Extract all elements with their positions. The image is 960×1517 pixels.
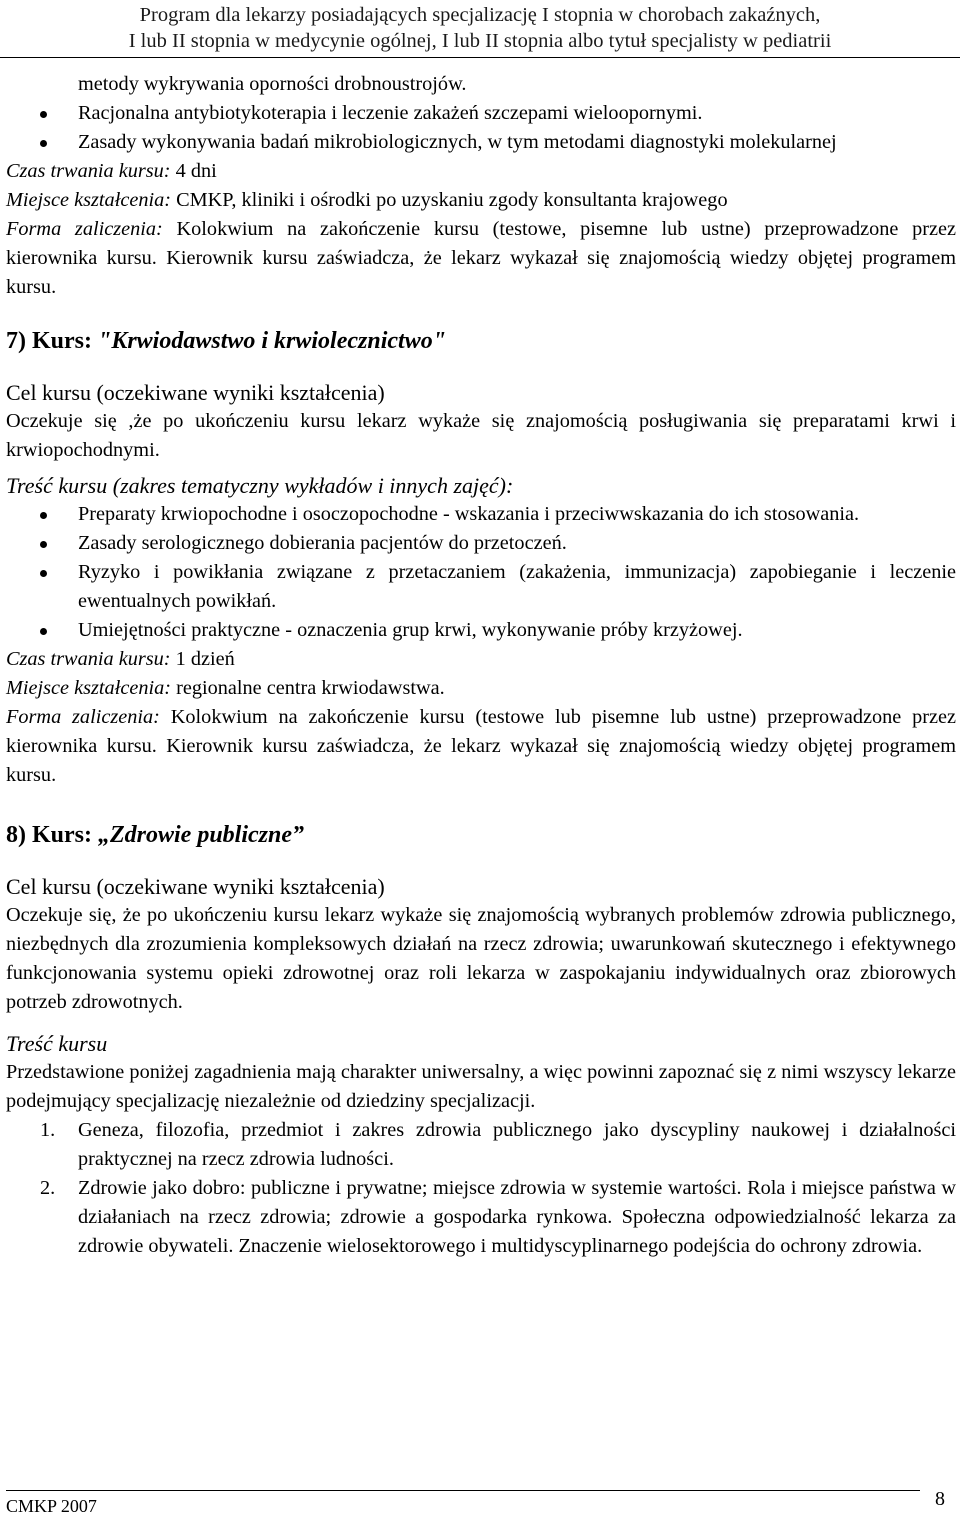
course8-heading: 8) Kurs: „Zdrowie publiczne” xyxy=(6,822,305,848)
course7-content-heading: Treść kursu (zakres tematyczny wykładów i innych zajęć): xyxy=(6,473,514,498)
course8-intro: Przedstawione poniżej zagadnienia mają charakter uniwersalny, a więc powinni zapoznać się z nimi wszyscy lekarze podejmujący specjalizację niezależnie od dziedziny specjalizacji. xyxy=(6,1061,956,1112)
header-line-2: I lub II stopnia w medycynie ogólnej, I lub II stopnia albo tytuł specjalisty w pediatrii xyxy=(128,30,832,52)
bullet-icon xyxy=(40,111,47,118)
list-item: Ryzyko i powikłania związane z przetaczaniem (zakażenia, immunizacja) zapobieganie i leczenie ewentualnych powikłań. xyxy=(6,558,956,616)
list-item: 2. Zdrowie jako dobro: publiczne i prywatne; miejsce zdrowia w systemie wartości. Rola i miejsce państwa w działaniach na rzecz zdrowia; zdrowie a gospodarka rynkowa. Społeczna odpowiedzialność lekarza za zdrowie obywateli. Znaczenie wielosektorowego i multidyscyplinarnego podejścia do ochrony zdrowia. xyxy=(40,1177,956,1257)
bullet-continuation: metody wykrywania oporności drobnoustrojów. xyxy=(78,73,467,95)
list-item: 1. Geneza, filozofia, przedmiot i zakres zdrowia publicznego jako dyscypliny naukowej i działalności praktycznej na rzecz zdrowia ludności. xyxy=(40,1119,956,1170)
course7-goal-text: Oczekuje się ,że po ukończeniu kursu lekarz wykaże się znajomością posługiwania się preparatami krwi i krwiopochodnymi. xyxy=(6,410,956,461)
page-number: 8 xyxy=(935,1488,945,1510)
course7-duration: Czas trwania kursu: 1 dzień xyxy=(6,648,235,670)
footer-label: CMKP 2007 xyxy=(6,1496,97,1516)
top-bullet-list xyxy=(6,99,956,157)
bullet-icon xyxy=(40,628,47,635)
bullet-icon xyxy=(40,541,47,548)
header-line-1: Program dla lekarzy posiadających specjalizację I stopnia w chorobach zakaźnych, xyxy=(139,4,821,26)
course6-place: Miejsce kształcenia: CMKP, kliniki i ośrodki po uzyskaniu zgody konsultanta krajowego xyxy=(6,189,728,211)
footer-rule xyxy=(6,1490,920,1491)
course6-duration: Czas trwania kursu: 4 dni xyxy=(6,160,217,182)
list-item: Racjonalna antybiotykoterapia i leczenie zakażeń szczepami wieloopornymi. xyxy=(6,99,956,128)
page-content xyxy=(6,70,956,1261)
course8-content-heading: Treść kursu xyxy=(6,1031,108,1056)
course8-goal-heading: Cel kursu (oczekiwane wyniki kształcenia) xyxy=(6,874,385,899)
course7-form: Forma zaliczenia: Kolokwium na zakończenie kursu (testowe lub pisemne lub ustne) przeprowadzone przez kierownika kursu. Kierownik kursu zaświadcza, że lekarz wykazał się znajomością wiedzy objętej programem kursu. xyxy=(6,706,956,786)
list-item: Zasady wykonywania badań mikrobiologicznych, w tym metodami diagnostyki molekularnej xyxy=(6,128,956,157)
course7-goal-heading: Cel kursu (oczekiwane wyniki kształcenia) xyxy=(6,380,385,405)
bullet-icon xyxy=(40,570,47,577)
course7-bullet-list xyxy=(6,500,956,645)
course7-heading: 7) Kurs: "Krwiodawstwo i krwiolecznictwo" xyxy=(6,328,447,354)
course7-place: Miejsce kształcenia: regionalne centra krwiodawstwa. xyxy=(6,677,445,699)
course8-numbered-list xyxy=(6,1116,956,1261)
bullet-icon xyxy=(40,512,47,519)
course6-form: Forma zaliczenia: Kolokwium na zakończenie kursu (testowe, pisemne lub ustne) przeprowadzone przez kierownika kursu. Kierownik kursu zaświadcza, że lekarz wykazał się znajomością wiedzy objętej programem kursu. xyxy=(6,218,956,298)
list-item: Zasady serologicznego dobierania pacjentów do przetoczeń. xyxy=(6,529,956,558)
course8-goal-text: Oczekuje się, że po ukończeniu kursu lekarz wykaże się znajomością wybranych problemów zdrowia publicznego, niezbędnych dla zrozumienia kompleksowych działań na rzecz zdrowia; uwarunkowań skutecznego i efektywnego funkcjonowania systemu opieki zdrowotnej oraz roli lekarza w zaspokajaniu indywidualnych oraz zbiorowych potrzeb zdrowotnych. xyxy=(6,904,956,1013)
running-header xyxy=(0,0,960,58)
list-item: Preparaty krwiopochodne i osoczopochodne - wskazania i przeciwwskazania do ich stosowania. xyxy=(6,500,956,529)
bullet-icon xyxy=(40,140,47,147)
list-item: Umiejętności praktyczne - oznaczenia grup krwi, wykonywanie próby krzyżowej. xyxy=(6,616,956,645)
